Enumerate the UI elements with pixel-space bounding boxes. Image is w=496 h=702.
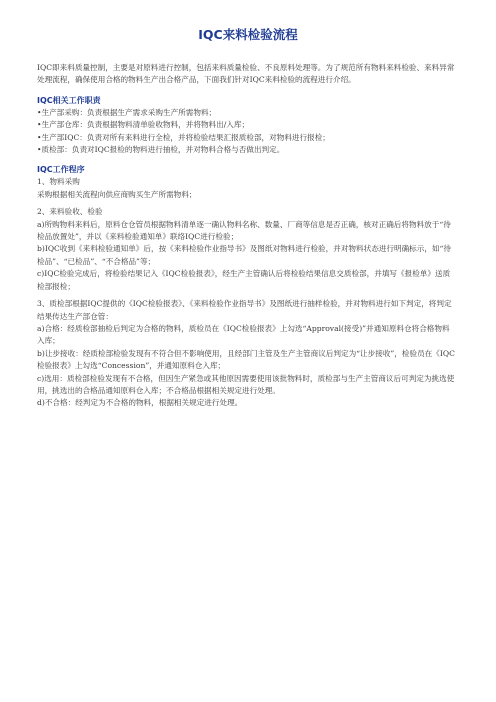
document-body	[37, 62, 457, 410]
step-title: 2、来料验收、检验	[37, 207, 103, 217]
responsibility-item: •质检部：负责对IQC报检的物料进行抽检，并对物料合格与否做出判定。	[37, 145, 285, 155]
step-item: c)选用：质检部检验发现有不合格，但因生产紧急或其他原因需要使用该批物料时，质检部与生产主管商议后可判定为挑选使用，挑选出的合格品通知原料仓入库；不合格品根据相关规定进行处理。	[37, 373, 455, 395]
step-item: b)IQC收到《来料检验通知单》后，按《来料检验作业指导书》及图纸对物料进行检验，并对物料状态进行明确标示，如“待检品”、“已检品”、“不合格品”等；	[37, 244, 452, 266]
responsibility-item: •生产部仓库：负责根据物料清单验收物料，并将物料出/入库；	[37, 120, 250, 130]
step-title: 1、物料采购	[37, 177, 80, 187]
step-item: b)让步接收：经质检部检验发现有不符合但不影响使用，且经部门主管及生产主管商议后判定为“让步接收”，检验员在《IQC检验报表》上勾选“Concession”，并通知原料仓入库；	[37, 348, 455, 371]
document-title: IQC来料检验流程	[198, 27, 298, 42]
responsibility-item: •生产部采购：负责根据生产需求采购生产所需物料；	[37, 107, 217, 117]
intro-paragraph: IQC即来料质量控制，主要是对原料进行控制，包括来料质量检验、不良原料处理等。为了规范所有物料来料检验、来料异常处理流程，确保使用合格的物料生产出合格产品，下面我们针对IQC来料检验的流程进行介绍。	[37, 63, 455, 85]
step-text: 采购根据相关流程向供应商购买生产所需物料；	[37, 189, 197, 199]
section-heading-procedure: IQC工作程序	[37, 165, 85, 175]
responsibility-item: •生产部IQC：负责对所有来料进行全检，并将检验结果汇报质检部，对物料进行报检；	[37, 132, 330, 142]
step-title: 3、质检部根据IQC提供的《IQC检验报表》、《来料检验作业指导书》及图纸进行抽样检验，并对物料进行如下判定，将判定结果传达生产部仓管：	[37, 299, 452, 321]
step-item: c)IQC检验完成后，将检验结果记入《IQC检验报表》，经生产主管确认后将检验结果信息交质检部，并填写《报检单》送质检部报检；	[37, 269, 451, 291]
step-item: d)不合格：经判定为不合格的物料，根据相关规定进行处理。	[37, 398, 243, 408]
step-item: a)所购物料来料后，原料仓仓管员根据物料清单逐一确认物料名称、数量、厂商等信息是否正确，核对正确后将物料放于“待检品放置处”，并以《来料检验通知单》联络IQC进行检验；	[37, 219, 451, 242]
step-item: a)合格：经质检部抽检后判定为合格的物料，质检员在《IQC检验报表》上勾选“Approval(接受)”并通知原料仓将合格物料入库；	[37, 323, 450, 346]
section-heading-responsibilities: IQC相关工作职责	[37, 95, 101, 105]
